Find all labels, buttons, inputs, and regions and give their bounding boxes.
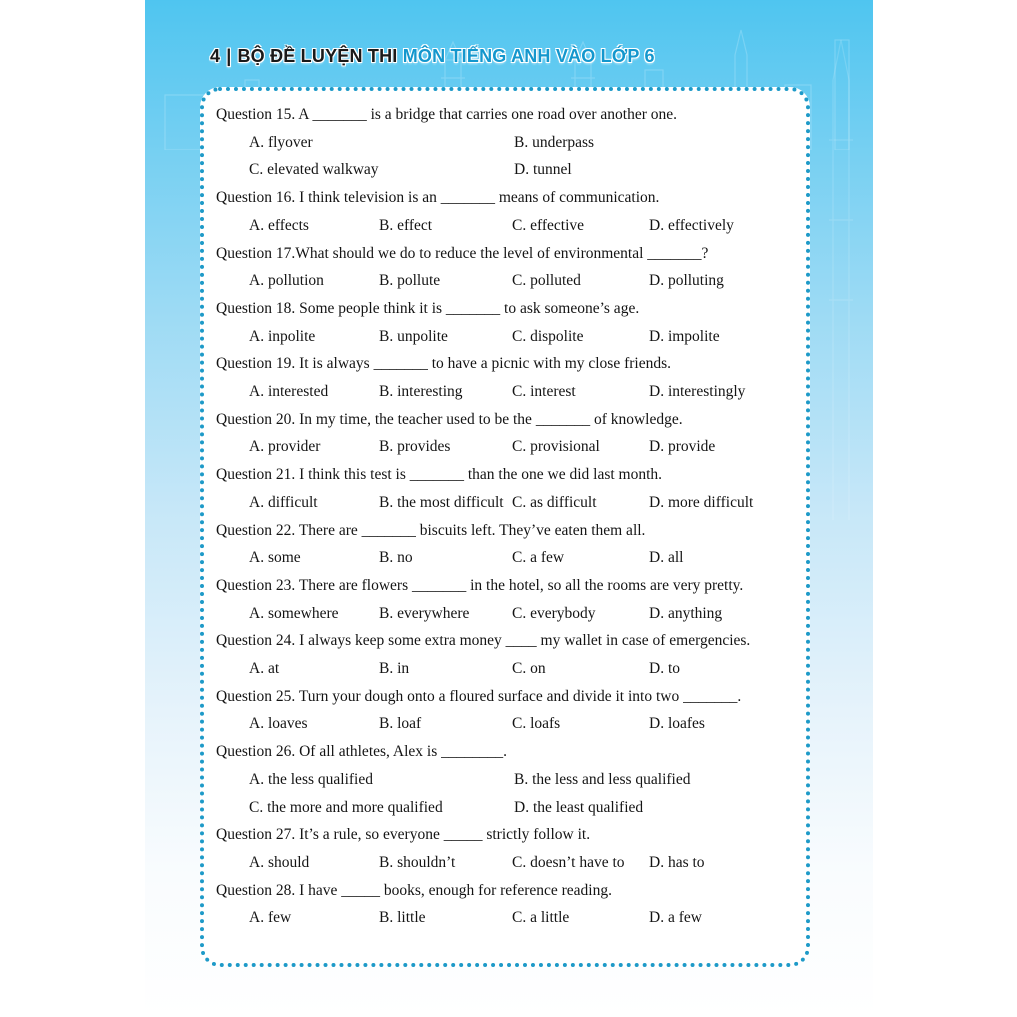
question-block [216,572,792,627]
question-text: Question 21. I think this test is _______ than the one we did last month. [216,466,663,484]
option-d: D. loafes [649,715,705,733]
option-c: C. effective [512,216,585,234]
option-c: C. polluted [512,272,581,290]
question-block [216,877,792,932]
option-b: B. unpolite [379,327,448,345]
question-block [216,240,792,295]
option-c: C. a few [512,549,565,567]
option-b: B. underpass [514,133,595,151]
subject-title: MÔN TIẾNG ANH VÀO LỚP 6 [402,46,655,66]
question-text: Question 23. There are flowers _______ in the hotel, so all the rooms are very pretty. [216,576,744,594]
option-d: D. provide [649,438,716,456]
option-a: A. somewhere [249,604,339,622]
question-text: Question 26. Of all athletes, Alex is ________. [216,743,508,761]
question-text: Question 19. It is always _______ to have a picnic with my close friends. [216,355,672,373]
option-c: C. everybody [512,604,596,622]
option-b: B. no [379,549,413,567]
question-block [216,184,792,239]
question-text: Question 15. A _______ is a bridge that carries one road over another one. [216,106,678,123]
option-d: D. to [649,660,680,678]
question-block [216,295,792,350]
question-block [216,350,792,405]
question-block [216,406,792,461]
page-header [210,46,655,67]
option-a: A. provider [249,438,321,456]
option-b: B. pollute [379,272,441,290]
series-title: BỘ ĐỀ LUYỆN THI [237,46,398,66]
options-row [249,849,792,877]
option-a: A. inpolite [249,327,316,345]
option-c: C. elevated walkway [249,161,379,179]
options-row [249,129,792,184]
book-page [145,0,873,1017]
option-c: C. provisional [512,438,600,456]
option-d: D. the least qualified [514,798,644,816]
option-a: A. interested [249,383,329,401]
option-d: D. all [649,549,684,567]
question-text: Question 25. Turn your dough onto a floured surface and divide it into two _______. [216,687,742,705]
question-block [216,461,792,516]
question-text: Question 20. In my time, the teacher used to be the _______ of knowledge. [216,410,683,428]
question-block [216,821,792,876]
option-c: C. doesn’t have to [512,853,625,871]
question-block [216,101,792,184]
options-row [249,433,792,461]
option-d: D. a few [649,909,702,927]
option-a: A. few [249,909,292,927]
option-c: C. on [512,660,546,678]
options-row [249,600,792,628]
question-text: Question 28. I have _____ books, enough for reference reading. [216,881,612,899]
page-number: 4 [210,46,221,66]
header-divider: | [226,46,232,66]
options-row [249,212,792,240]
tower-decoration [813,0,873,520]
question-text: Question 27. It’s a rule, so everyone _____ strictly follow it. [216,826,591,844]
option-d: D. impolite [649,327,720,345]
option-d: D. anything [649,604,723,622]
option-b: B. shouldn’t [379,853,456,871]
options-row [249,904,792,932]
option-a: A. the less qualified [249,770,373,788]
question-text: Question 24. I always keep some extra money ____ my wallet in case of emergencies. [216,632,751,650]
option-c: C. dispolite [512,327,584,345]
option-a: A. difficult [249,493,318,511]
question-text: Question 18. Some people think it is _______ to ask someone’s age. [216,299,640,317]
question-text: Question 17.What should we do to reduce the level of environmental _______? [216,244,709,262]
option-b: B. little [379,909,426,927]
question-block [216,683,792,738]
option-a: A. effects [249,216,309,234]
questions-panel [200,87,810,967]
question-block [216,738,792,821]
options-row [249,489,792,517]
options-row [249,544,792,572]
option-a: A. some [249,549,301,567]
question-text: Question 16. I think television is an _______ means of communication. [216,189,660,207]
options-row [249,267,792,295]
option-b: B. the less and less qualified [514,770,691,788]
option-d: D. has to [649,853,705,871]
option-b: B. in [379,660,410,678]
option-d: D. effectively [649,216,734,234]
option-a: A. pollution [249,272,324,290]
option-a: A. loaves [249,715,308,733]
option-d: D. polluting [649,272,724,290]
options-row [249,378,792,406]
option-c: C. the more and more qualified [249,798,443,816]
option-b: B. everywhere [379,604,470,622]
option-c: C. interest [512,383,576,401]
options-row [249,323,792,351]
option-b: B. provides [379,438,451,456]
option-d: D. more difficult [649,493,754,511]
option-c: C. a little [512,909,570,927]
option-c: C. as difficult [512,493,597,511]
options-row [249,655,792,683]
option-b: B. effect [379,216,433,234]
option-d: D. interestingly [649,383,746,401]
option-a: A. at [249,660,280,678]
option-d: D. tunnel [514,161,572,179]
options-row [249,766,792,821]
question-text: Question 22. There are _______ biscuits left. They’ve eaten them all. [216,521,646,539]
option-a: A. should [249,853,310,871]
options-row [249,710,792,738]
option-b: B. loaf [379,715,422,733]
question-block [216,517,792,572]
question-block [216,627,792,682]
option-b: B. the most difficult [379,493,504,511]
option-c: C. loafs [512,715,561,733]
option-a: A. flyover [249,133,313,151]
option-b: B. interesting [379,383,463,401]
